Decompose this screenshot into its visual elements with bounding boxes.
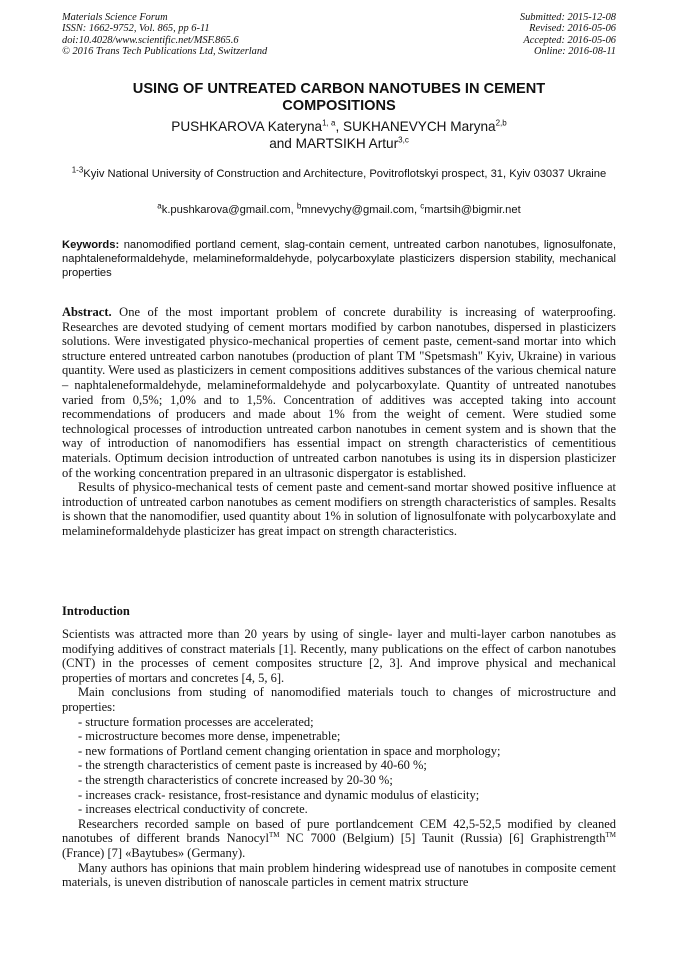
submission-dates [520, 12, 616, 57]
trademark-mark: TM [269, 831, 280, 840]
email-link[interactable]: mnevychy@gmail.com [301, 204, 414, 216]
abstract [62, 305, 616, 539]
author-superscript: 2,b [495, 118, 507, 128]
affiliation-text: Kyiv National University of Construction and Architecture, Povitroflotskyi prospect, 31, Kyiv 03037 Ukraine [83, 168, 607, 180]
intro-paragraph: Scientists was attracted more than 20 years by using of single- layer and multi-layer carbon nanotubes as modifying additives of constract materials [1]. Recently, many publications on the effect of carbon nanotubes (CNT) in the processes of cement composites structure [2, 3]. And improve physical and mechanical properties of mortars and concretes [4, 5, 6]. [62, 627, 616, 685]
author-superscript: 3,c [398, 135, 409, 145]
accepted-date: Accepted: 2016-05-06 [523, 34, 616, 46]
online-date: Online: 2016-08-11 [533, 45, 616, 57]
conclusions-list [62, 715, 616, 817]
list-item: - microstructure becomes more dense, impenetrable; [78, 729, 341, 744]
title-line-1: USING OF UNTREATED CARBON NANOTUBES IN CEMENT [132, 81, 546, 97]
list-item: - increases crack- resistance, frost-resistance and dynamic modulus of elasticity; [78, 787, 480, 802]
email-link[interactable]: martsih@bigmir.net [424, 204, 521, 216]
email-superscript: b [296, 201, 302, 211]
author-emails: $^a$k.pushkarova@gmail.com, $^b$mnevychy@gmail.com, $^c$martsih@bigmir.net [157, 201, 521, 216]
author-superscript: 1, a [322, 118, 336, 128]
abstract-paragraph: Results of physico-mechanical tests of cement paste and cement-sand mortar showed positive influence at introduction of untreated carbon nanotubes as cement modifiers on strength characteristics of samples. Resalts is shown that the nanomodifier, used quantity about 1% in solution of lignosulfonate with polycarboxylate and melamineformaldehyde plasticizer has great impact on strength characteristics. [62, 480, 616, 538]
paper-title [62, 81, 616, 115]
author-conjunction: and [269, 136, 292, 151]
keywords-label: Keywords: [62, 239, 120, 251]
list-item: - the strength characteristics of concrete increased by 20-30 %; [78, 772, 393, 787]
author-name: SUKHANEVYCH Maryna [343, 119, 496, 134]
list-item: - the strength characteristics of cement paste is increased by 40-60 %; [78, 758, 427, 773]
intro-text: Researchers recorded sample on based of pure portlandcement CEM 42,5-52,5 modified by cleaned nanotubes of different brands Nanocyl [62, 816, 616, 846]
journal-info [62, 12, 267, 57]
journal-name: Materials Science Forum [62, 12, 168, 23]
author-list: PUSHKAROVA Kateryna$^{1, a}$, SUKHANEVYCH Maryna$^{2,b}$ and MARTSIKH Artur$^{3,c}$ [171, 118, 507, 151]
keywords [62, 238, 616, 280]
journal-doi: doi:10.4028/www.scientific.net/MSF.865.6 [62, 34, 239, 46]
submitted-date: Submitted: 2015-12-08 [519, 12, 616, 23]
journal-copyright: © 2016 Trans Tech Publications Ltd, Switzerland [62, 45, 268, 57]
author-name: PUSHKAROVA Kateryna [171, 119, 323, 134]
intro-text: (France) [7] «Baytubes» (Germany). [62, 845, 246, 860]
journal-issn: ISSN: 1662-9752, Vol. 865, pp 6-11 [62, 23, 210, 35]
intro-paragraph [62, 817, 616, 861]
affiliation [70, 167, 608, 181]
title-line-2: COMPOSITIONS [282, 98, 396, 114]
intro-paragraph: Many authors has opinions that main problem hindering widespread use of nanotubes in composite cement materials, is uneven distribution of nanoscale particles in cement matrix structure [62, 860, 616, 890]
list-item: - increases electrical conductivity of concrete. [78, 802, 308, 817]
affiliation-superscript: 1-3 [71, 165, 84, 175]
introduction-body [62, 627, 616, 890]
abstract-text: One of the most important problem of concrete durability is increasing of waterproofing. Researches are devoted studying of cement mortars modified by carbon nanotubes, dispersed in plasticizers solutions. Were investigated physico-mechanical properties of cement paste, cement-sand mortar into which structure entered untreated carbon nanotubes (production of plant TM "Spetsmash" Kyiv, Ukraine) in various quantity. Were used as plasticizers in cement compositions additives substances of the various chemical nature – naphtaleneformaldehyde, melamineformaldehyde and polycarboxylate. Quantity of untreated nanotubes varied from 0,5%; 1,0% and to 1,5%. Concentration of additives was accepted taking into account recommendations of producers and made about 1% from the weight of cement. Were studied some technological processes of introduction untreated carbon nanotubes in cement system and is shown that the way of introduction of nanomodifiers has essential impact on strength characteristics of cementitious materials. Optimum decision introduction of untreated carbon nanotubes is using its in dispersion plasticizer of the working concentration prepared in an ultrasonic dispergator is established. [62, 305, 616, 480]
list-item: - structure formation processes are accelerated; [78, 714, 314, 729]
revised-date: Revised: 2016-05-06 [529, 23, 616, 35]
email-superscript: c [420, 201, 425, 211]
abstract-paragraph [62, 305, 616, 480]
list-item: - new formations of Portland cement changing orientation in space and morphology; [78, 743, 501, 758]
author-name: MARTSIKH Artur [295, 136, 399, 151]
section-heading: Introduction [62, 604, 130, 618]
intro-text: NC 7000 (Belgium) [5] Taunit (Russia) [6] Graphistrength [279, 831, 606, 846]
trademark-mark: TM [605, 831, 616, 840]
keywords-text: nanomodified portland cement, slag-contain cement, untreated carbon nanotubes, lignosulfonate, naphtaleneformaldehyde, melamineformaldehyde, polycarboxylate plasticizers dispersion stability, mechanical properties [62, 239, 616, 279]
email-link[interactable]: k.pushkarova@gmail.com [161, 204, 291, 216]
abstract-label: Abstract. [62, 305, 112, 319]
intro-paragraph: Main conclusions from studing of nanomodified materials touch to changes of microstructure and properties: [62, 685, 616, 714]
email-superscript: a [157, 201, 162, 211]
